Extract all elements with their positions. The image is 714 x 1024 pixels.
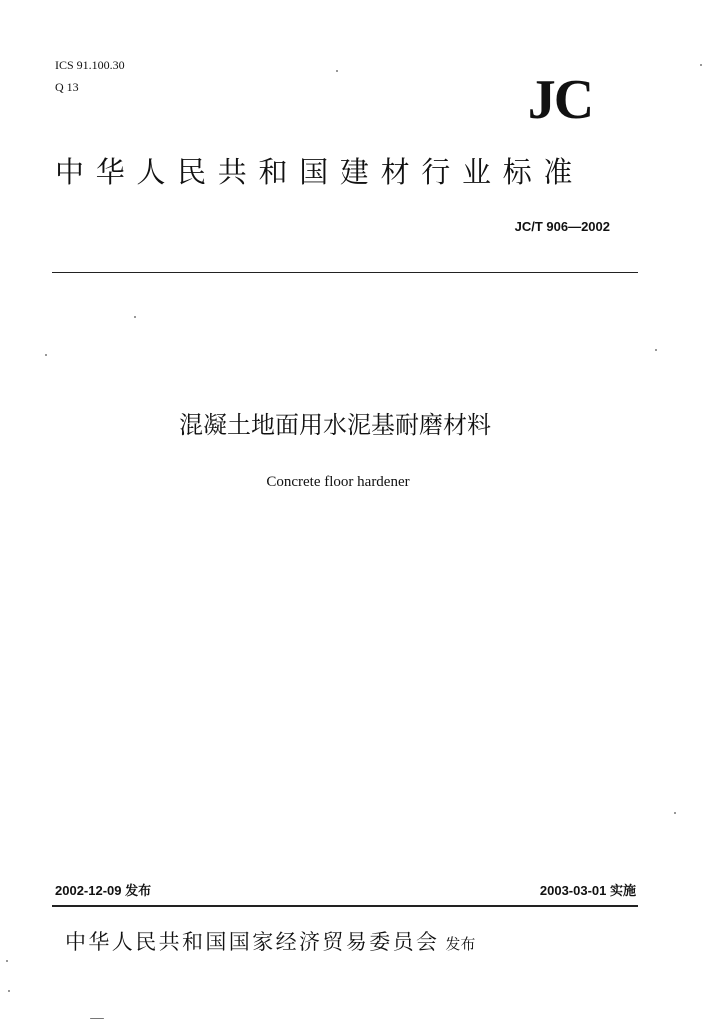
scan-speck [674,812,676,814]
header-divider [52,272,638,273]
scan-speck [336,70,338,72]
ccs-code: Q 13 [55,80,79,94]
scan-speck [45,354,47,356]
issuer-action: 发布 [445,935,476,953]
issuer-name: 中华人民共和国国家经济贸易委员会 [65,930,440,954]
jc-logo: JC [527,69,593,131]
scan-speck [6,960,8,962]
ics-code: ICS 91.100.30 [55,58,125,72]
footer-divider [52,905,638,907]
standard-number: JC/T 906—2002 [514,219,610,234]
scan-speck [655,349,657,351]
scan-speck [134,316,136,318]
implementation-date: 2003-03-01 实施 [539,883,636,898]
document-title-chinese: 混凝土地面用水泥基耐磨材料 [179,411,491,439]
scan-speck [700,64,702,66]
issue-date: 2002-12-09 发布 [55,883,152,898]
scan-speck [8,990,10,992]
scan-speck [90,1018,104,1019]
standard-category: 中华人民共和国建材行业标准 [55,155,585,189]
document-title-english: Concrete floor hardener [266,474,410,490]
issuer-line [65,925,645,962]
